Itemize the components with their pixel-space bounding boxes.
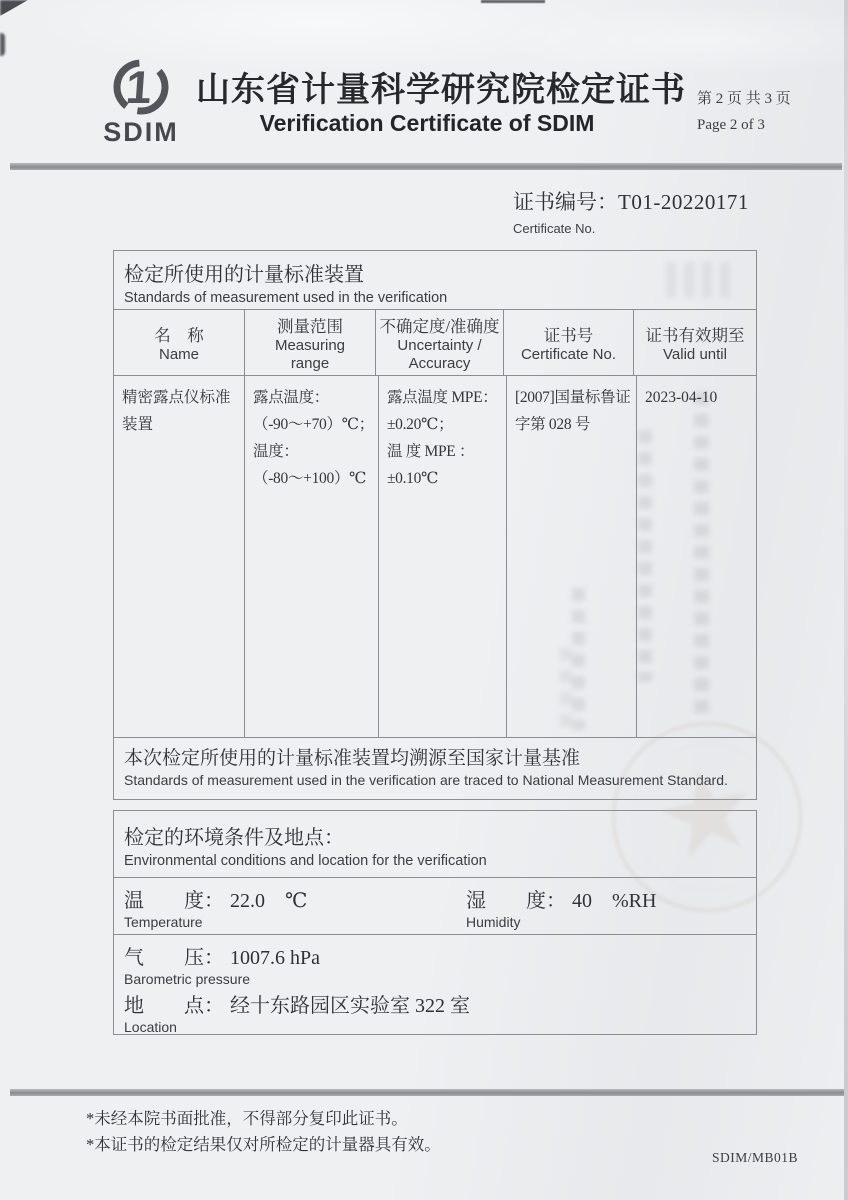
humidity-reading [466,884,656,930]
temperature-label: 温 度： [124,890,224,912]
location-value: 经十东路园区实验室 322 室 [230,995,470,1017]
divider-bar-top [10,163,842,170]
cell-uncertainty: 露点温度 MPE： ±0.20℃； 温 度 MPE ： ±0.10℃ [379,376,507,737]
form-code: SDIM/MB01B [712,1150,799,1165]
environment-section [113,810,757,1035]
traceability-statement [114,738,756,796]
column-header-certificate-no: 证书号 Certificate No. [504,310,634,375]
environment-conditions-row [114,878,756,935]
pressure-location-block [114,935,756,1035]
cell-standard-name: 精密露点仪标准装置 [114,376,245,737]
divider-bar-bottom [10,1089,844,1096]
temperature-reading [124,884,307,930]
environment-title-cn: 检定的环境条件及地点： [124,827,344,849]
logo-text: SDIM [103,117,179,147]
certificate-number-label-en: Certificate No. [513,221,596,236]
scan-shadow-right-edge [844,0,848,1200]
footer-notes [86,1106,441,1158]
column-header-uncertainty: 不确定度/准确度 Uncertainty / Accuracy [376,310,504,375]
standards-table-header [114,310,756,376]
certificate-number-label: 证书编号： [513,190,618,214]
page-number-cn: 第 2 页 共 3 页 [697,91,791,107]
standards-title-en: Standards of measurement used in the verification [124,290,448,306]
environment-section-title [114,811,756,878]
location-label-en: Location [124,1019,177,1035]
humidity-label: 湿 度： [466,890,566,912]
page-number-en: Page 2 of 3 [697,117,765,133]
footer-note: *本证书的检定结果仅对所检定的计量器具有效。 [86,1135,441,1154]
traceability-en: Standards of measurement used in the verification are traced to National Measurement Standard. [124,772,728,788]
humidity-label-en: Humidity [466,914,521,930]
column-header-valid-until: 证书有效期至 Valid until [645,325,745,363]
pressure-label-en: Barometric pressure [124,971,251,987]
cell-certificate-no: [2007]国量标鲁证 字第 028 号 [507,376,637,737]
sdim-logo [86,56,196,147]
cell-measuring-range: 露点温度： （-90～+70）℃； 温度： （-80～+100）℃ [245,376,379,737]
temperature-label-en: Temperature [124,914,203,930]
standards-section [113,250,757,800]
standards-section-title [114,251,756,310]
footer-note: *未经本院书面批准，不得部分复印此证书。 [86,1109,408,1128]
scan-smudge-left-edge [0,33,5,56]
sdim-logo-icon [106,56,176,120]
standards-table-row [114,376,756,738]
page-number [697,86,791,138]
scan-smudge-corner [0,0,28,16]
column-header-measuring-range: 测量范围 Measuring range [245,310,376,375]
location-label: 地 点： [124,995,224,1017]
environment-title-en: Environmental conditions and location for the verification [124,853,487,869]
certificate-title-cn: 山东省计量科学研究院检定证书 [196,72,686,109]
certificate-title-en: Verification Certificate of SDIM [259,110,595,136]
humidity-value: 40 %RH [572,890,657,912]
traceability-cn: 本次检定所使用的计量标准装置均溯源至国家计量基准 [124,748,581,769]
column-header-name: 名 称 Name [114,310,245,375]
temperature-value: 22.0 ℃ [230,890,308,912]
pressure-label: 气 压： [124,947,224,969]
scan-smudge-top-edge [481,0,545,3]
certificate-number-block [513,186,749,236]
standards-title-cn: 检定所使用的计量标准装置 [124,264,364,286]
cell-valid-until: 2023-04-10 [644,389,718,406]
pressure-value: 1007.6 hPa [230,947,320,969]
certificate-number-value: T01-20220171 [618,190,749,214]
svg-text:1: 1 [124,61,154,113]
